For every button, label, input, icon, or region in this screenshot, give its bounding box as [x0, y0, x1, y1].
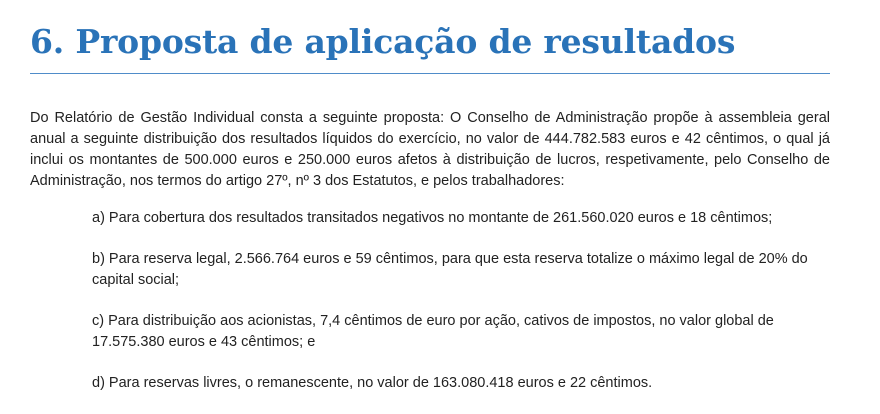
proposal-list [30, 208, 830, 394]
document-page [30, 0, 830, 414]
section-title: 6. Proposta de aplicação de resultados [30, 22, 736, 61]
intro-paragraph: Do Relatório de Gestão Individual consta a seguinte proposta: O Conselho de Administração propõe à assembleia geral anual a seguinte distribuição dos resultados líquidos do exercício, no valor de 444.782.583 euros e 42 cêntimos, o qual já inclui os montantes de 500.000 euros e 250.000 euros afetos à distribuição de lucros, respetivamente, pelo Conselho de Administração, nos termos do artigo 27º, nº 3 dos Estatutos, e pelos trabalhadores: [30, 110, 830, 189]
proposal-item-a: a) Para cobertura dos resultados transitados negativos no montante de 261.560.020 euros e 18 cêntimos; [92, 210, 773, 226]
proposal-item-d: d) Para reservas livres, o remanescente, no valor de 163.080.418 euros e 22 cêntimos. [92, 375, 653, 391]
title-divider [30, 73, 830, 74]
proposal-item-b: b) Para reserva legal, 2.566.764 euros e 59 cêntimos, para que esta reserva totalize o máximo legal de 20% do capital social; [92, 251, 808, 288]
proposal-item-c: c) Para distribuição aos acionistas, 7,4 cêntimos de euro por ação, cativos de impostos, no valor global de 17.575.380 euros e 43 cêntimos; e [92, 313, 774, 350]
